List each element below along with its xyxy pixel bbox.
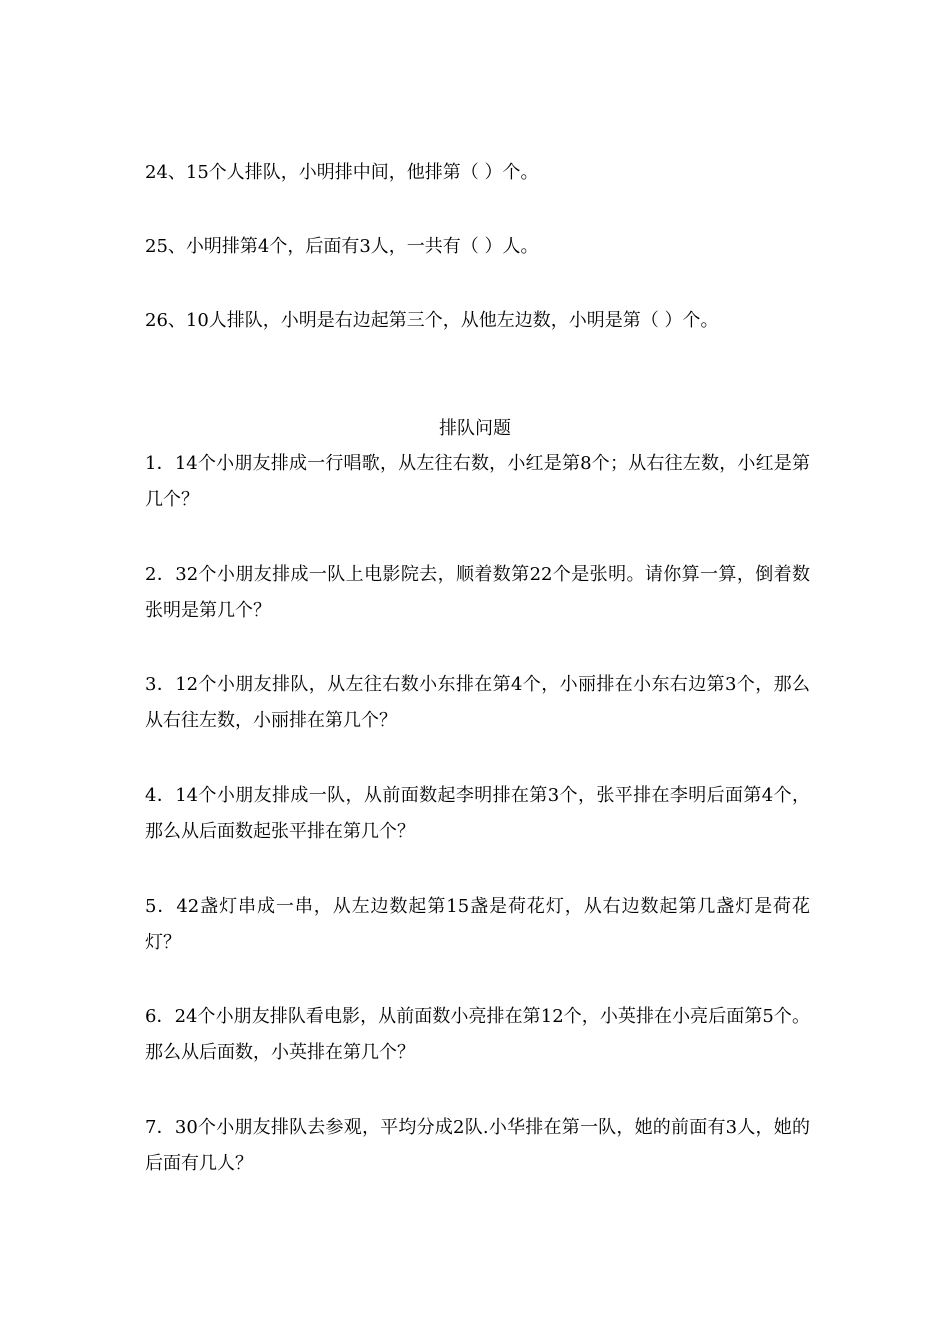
section-title: 排队问题 [439,418,511,439]
fill-blank-item-26: 26、10人排队，小明是右边起第三个，从他左边数，小明是第（ ）个。 [145,310,719,331]
question-item-5: 5．42盏灯串成一串，从左边数起第15盏是荷花灯，从右边数起第几盏灯是荷花灯？ [145,896,810,953]
question-item-6: 6．24个小朋友排队看电影，从前面数小亮排在第12个，小英排在小亮后面第5个。那么从后面数，小英排在第几个？ [145,1006,810,1063]
question-item-4: 4．14个小朋友排成一队，从前面数起李明排在第3个，张平排在李明后面第4个，那么从后面数起张平排在第几个？ [145,785,810,842]
question-item-2: 2．32个小朋友排成一队上电影院去，顺着数第22个是张明。请你算一算，倒着数张明是第几个？ [145,564,810,621]
fill-blank-item-24: 24、15个人排队，小明排中间，他排第（ ）个。 [145,162,539,183]
fill-blank-item-25: 25、小明排第4个，后面有3人，一共有（ ）人。 [145,236,539,257]
question-item-7: 7．30个小朋友排队去参观，平均分成2队.小华排在第一队，她的前面有3人，她的后面有几人？ [145,1117,810,1174]
question-item-1: 1．14个小朋友排成一行唱歌，从左往右数，小红是第8个；从右往左数，小红是第几个？ [145,453,810,510]
question-item-3: 3．12个小朋友排队，从左往右数小东排在第4个，小丽排在小东右边第3个，那么从右往左数，小丽排在第几个？ [145,674,810,731]
